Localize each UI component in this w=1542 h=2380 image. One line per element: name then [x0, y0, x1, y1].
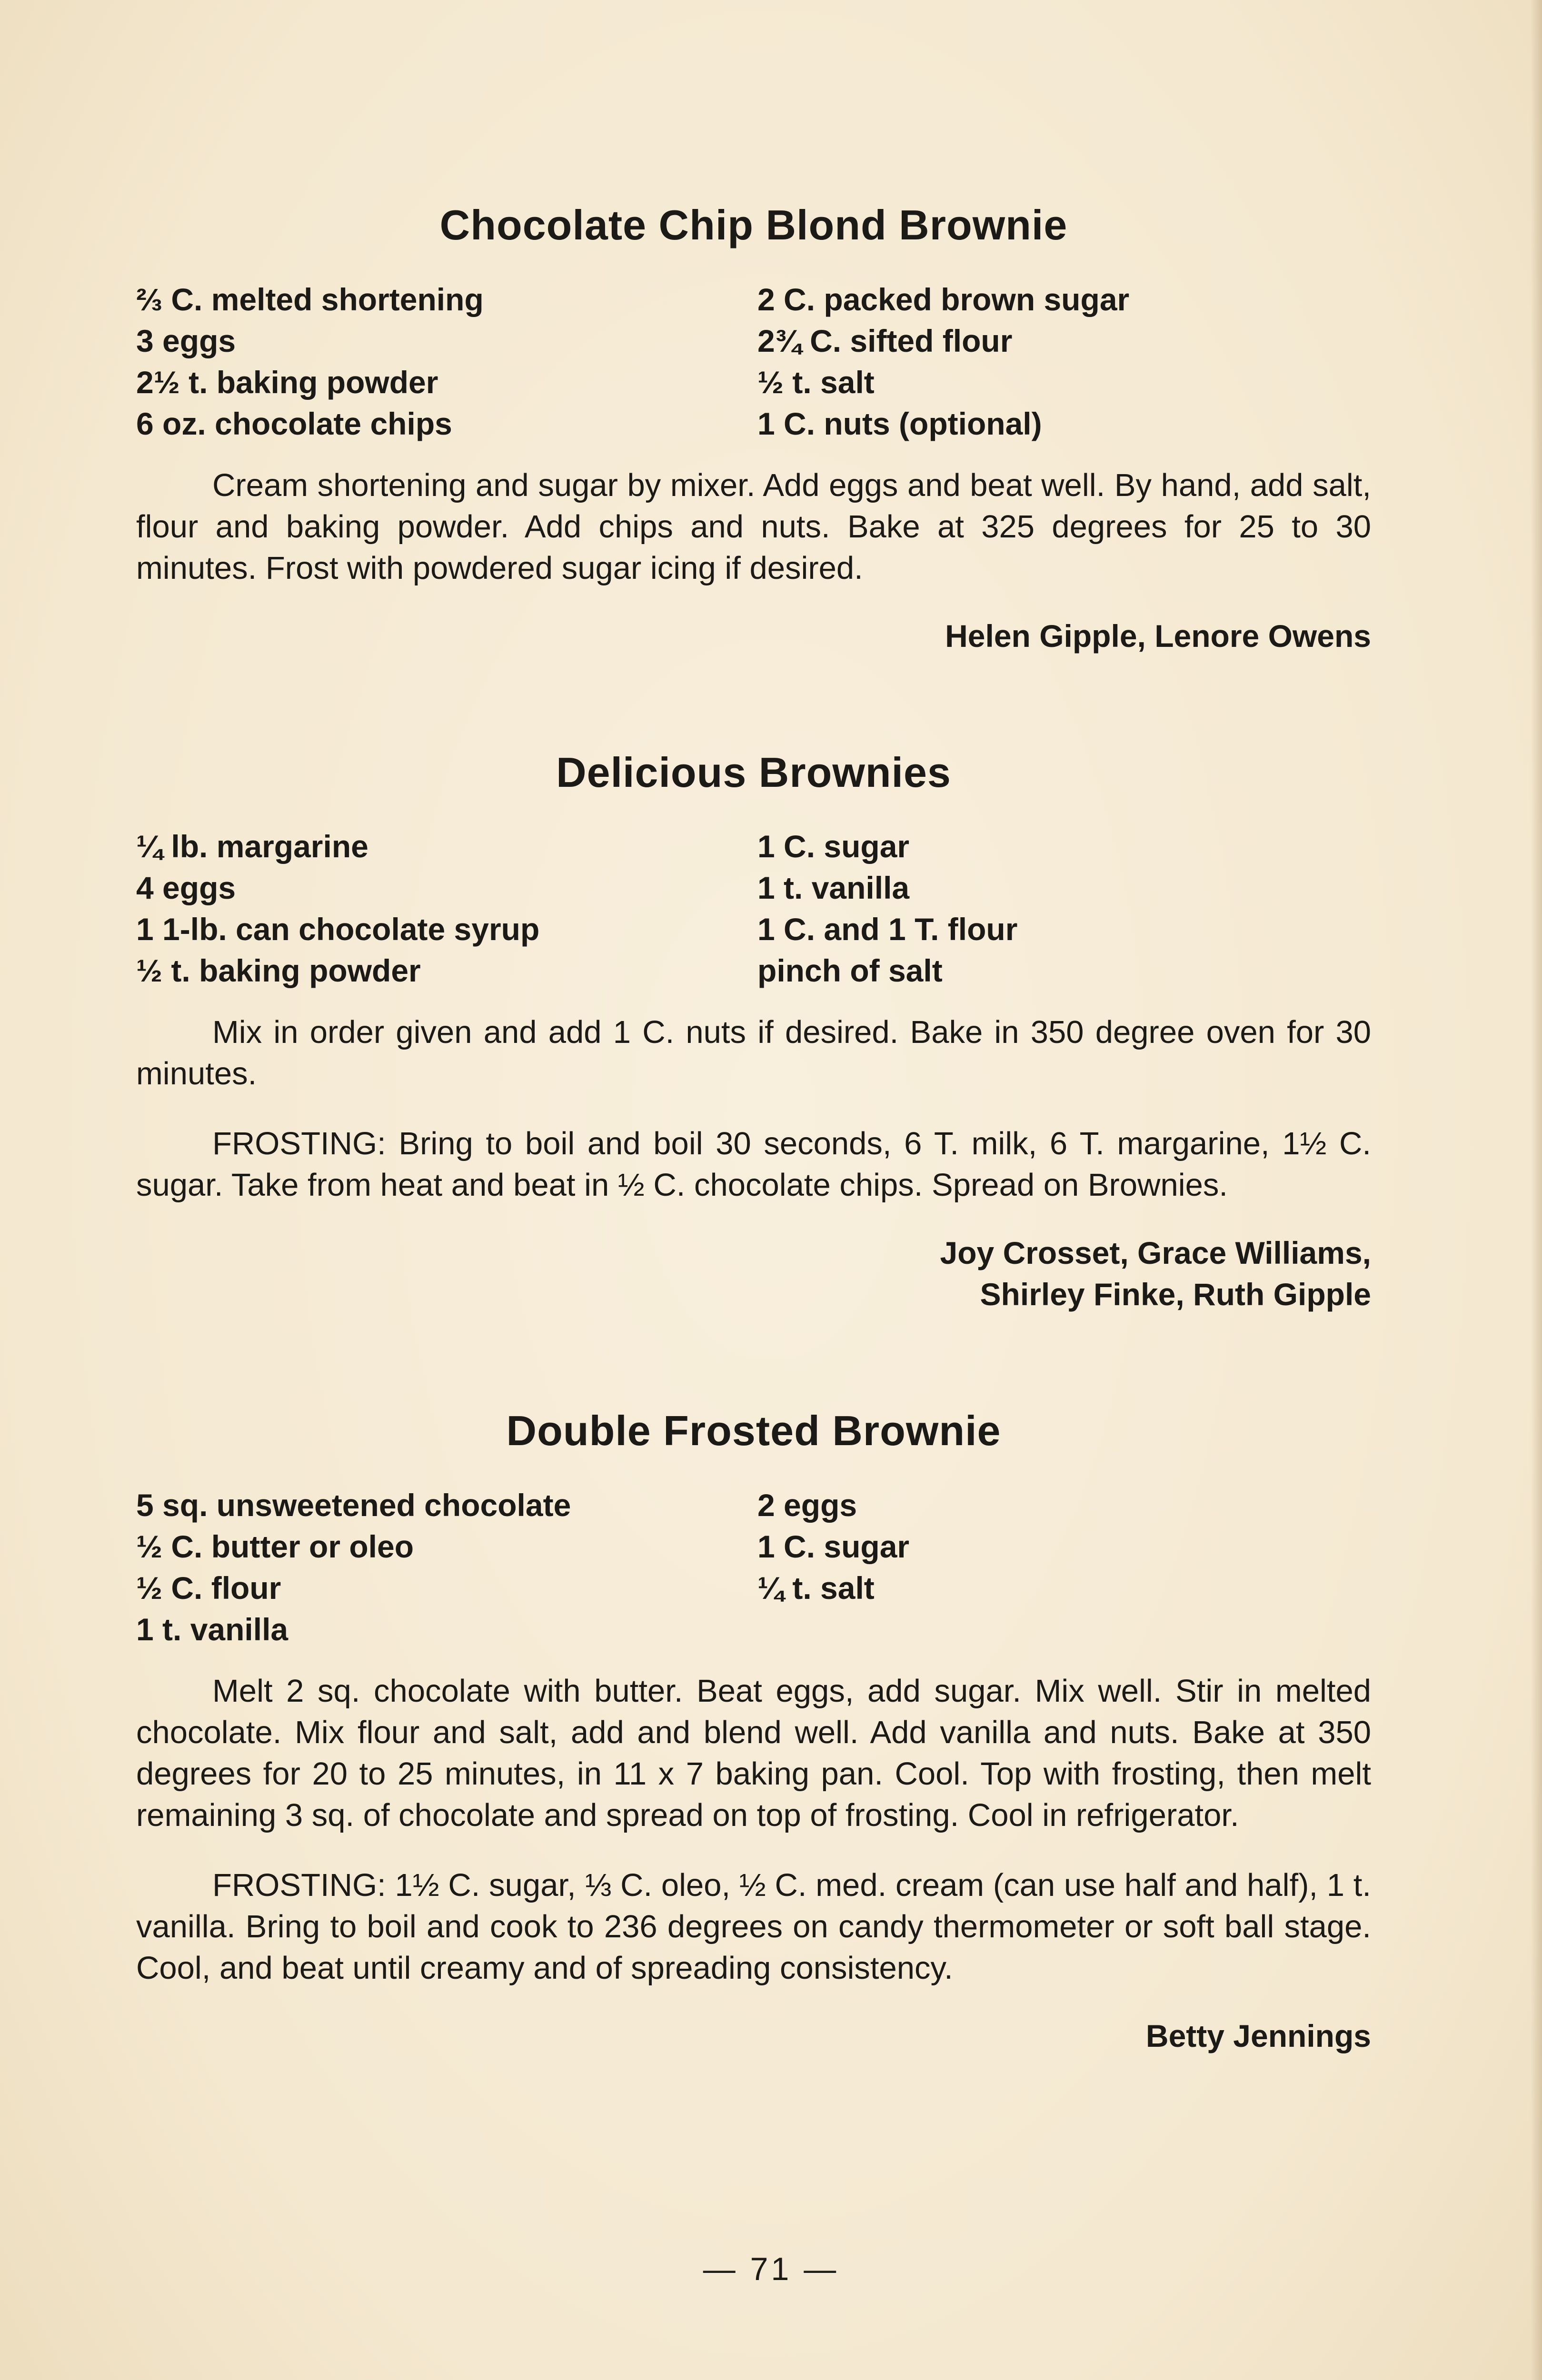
ingredient-item: pinch of salt — [757, 953, 943, 989]
ingredient-column-right — [757, 1485, 1371, 1650]
recipe-credit — [136, 1232, 1371, 1315]
ingredient-item: 1 t. vanilla — [757, 870, 910, 906]
ingredient-item: ⅔ C. melted shortening — [136, 281, 484, 317]
page-content — [136, 200, 1371, 2057]
recipe-instructions: Cream shortening and sugar by mixer. Add eggs and beat well. By hand, add salt, flour and baking powder. Add chips and nuts. Bake at 325 degrees for 25 to 30 minutes. Frost with powdered sugar icing if desired. — [136, 467, 1371, 586]
ingredient-item: 6 oz. chocolate chips — [136, 406, 452, 441]
ingredient-item: ¼ t. salt — [757, 1570, 875, 1606]
ingredient-column-left — [136, 1485, 757, 1650]
ingredient-item: 2 eggs — [757, 1487, 857, 1523]
ingredient-item: 4 eggs — [136, 870, 236, 906]
recipe-credit — [136, 615, 1371, 657]
ingredient-item: 2½ t. baking powder — [136, 364, 438, 400]
ingredient-item: 1 t. vanilla — [136, 1611, 289, 1647]
recipe-title: Double Frosted Brownie — [506, 1407, 1001, 1455]
recipe-instructions: Melt 2 sq. chocolate with butter. Beat eggs, add sugar. Mix well. Stir in melted chocolate. Mix flour and salt, add and blend well. Add vanilla and nuts. Bake at 350 degrees for 20 to 25 minutes, in 11 x 7 baking pan. Cool. Top with frosting, then melt remaining 3 sq. of chocolate and spread on top of frosting. Cool in refrigerator. — [136, 1673, 1371, 1833]
frosting-instructions: FROSTING: 1½ C. sugar, ⅓ C. oleo, ½ C. med. cream (can use half and half), 1 t. vanilla. Bring to boil and cook to 236 degrees on candy thermometer or soft ball stage. Cool, and beat until creamy and of spreading consistency. — [136, 1867, 1371, 1986]
ingredient-item: ½ C. butter or oleo — [136, 1528, 414, 1564]
ingredient-item: 1 1-lb. can chocolate syrup — [136, 912, 540, 947]
page-edge-shadow — [1531, 0, 1542, 2380]
credit-line: Joy Crosset, Grace Williams, — [940, 1235, 1371, 1271]
ingredient-item: 5 sq. unsweetened chocolate — [136, 1487, 571, 1523]
ingredient-item: 2 C. packed brown sugar — [757, 281, 1130, 317]
ingredient-list — [136, 279, 1371, 445]
ingredient-list — [136, 1485, 1371, 1650]
credit-line: Shirley Finke, Ruth Gipple — [980, 1277, 1371, 1312]
ingredient-item: 1 C. and 1 T. flour — [757, 912, 1018, 947]
frosting-instructions: FROSTING: Bring to boil and boil 30 seconds, 6 T. milk, 6 T. margarine, 1½ C. sugar. Take from heat and beat in ½ C. chocolate chips. Spread on Brownies. — [136, 1126, 1371, 1203]
ingredient-list — [136, 826, 1371, 992]
ingredient-column-left — [136, 279, 757, 445]
recipe-chocolate-chip-blond-brownie — [136, 200, 1371, 657]
recipe-title: Delicious Brownies — [556, 748, 951, 796]
ingredient-column-right — [757, 826, 1371, 992]
recipe-double-frosted-brownie — [136, 1406, 1371, 2057]
ingredient-item: ½ t. baking powder — [136, 953, 421, 989]
recipe-title: Chocolate Chip Blond Brownie — [439, 201, 1068, 248]
ingredient-column-right — [757, 279, 1371, 445]
ingredient-item: ¼ lb. margarine — [136, 829, 368, 864]
page-number: — 71 — — [703, 2251, 839, 2287]
ingredient-item: 1 C. nuts (optional) — [757, 406, 1042, 441]
ingredient-item: 1 C. sugar — [757, 1528, 910, 1564]
ingredient-item: ½ C. flour — [136, 1570, 281, 1606]
ingredient-column-left — [136, 826, 757, 992]
credit-line: Helen Gipple, Lenore Owens — [945, 618, 1371, 654]
ingredient-item: 3 eggs — [136, 323, 236, 358]
credit-line: Betty Jennings — [1145, 2018, 1371, 2053]
ingredient-item: 1 C. sugar — [757, 829, 910, 864]
recipe-delicious-brownies — [136, 747, 1371, 1316]
recipe-credit — [136, 2015, 1371, 2057]
ingredient-item: 2¾ C. sifted flour — [757, 323, 1013, 358]
ingredient-item: ½ t. salt — [757, 364, 875, 400]
recipe-instructions: Mix in order given and add 1 C. nuts if desired. Bake in 350 degree oven for 30 minutes. — [136, 1014, 1371, 1092]
